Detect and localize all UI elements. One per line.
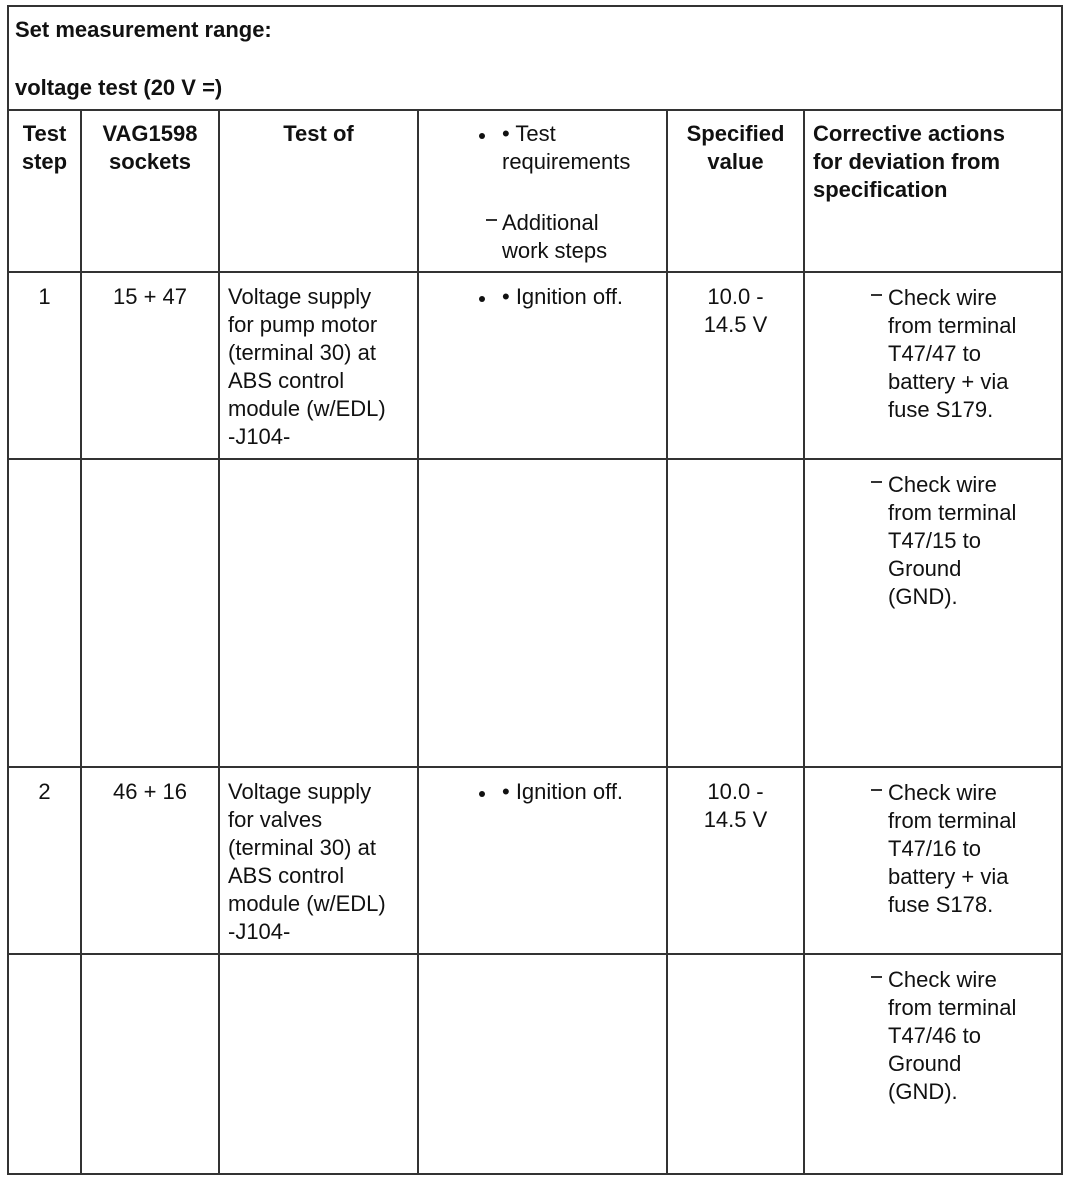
row-1-sockets: 15 + 47 [112, 284, 187, 309]
row-1-action-2: Check wire from terminal T47/15 to Ground (GND). [888, 472, 1017, 609]
row-1-specified-value: 10.0 - 14.5 V [703, 284, 768, 337]
column-divider [417, 109, 419, 1175]
bullet-icon [479, 296, 485, 302]
header-corrective-actions: Corrective actions for deviation from specification [813, 121, 1005, 202]
dash-icon [486, 219, 497, 221]
row-1-action-1: Check wire from terminal T47/47 to battery + via fuse S179. [888, 285, 1017, 422]
row-1-requirement: • Ignition off. [502, 284, 624, 309]
header-requirements: • Test requirements [502, 121, 631, 174]
column-divider [803, 109, 805, 1175]
header-additional-steps: Additional work steps [502, 210, 608, 263]
dash-icon [871, 481, 882, 483]
row-1-step: 1 [38, 284, 51, 309]
bullet-icon [479, 791, 485, 797]
row-2-sockets: 46 + 16 [112, 779, 187, 804]
dash-icon [871, 294, 882, 296]
column-divider [80, 109, 82, 1175]
column-divider [666, 109, 668, 1175]
bullet-icon [479, 133, 485, 139]
row-divider [9, 271, 1061, 273]
column-divider [218, 109, 220, 1175]
row-2-test-of: Voltage supply for valves (terminal 30) at ABS control module (w/EDL) -J104- [228, 779, 386, 944]
header-specified-value: Specified value [686, 121, 785, 174]
row-2-action-1: Check wire from terminal T47/16 to battery + via fuse S178. [888, 780, 1017, 917]
row-divider [9, 458, 1061, 460]
dash-icon [871, 789, 882, 791]
row-2-step: 2 [38, 779, 51, 804]
test-table [7, 5, 1063, 1175]
row-2-action-2: Check wire from terminal T47/46 to Ground (GND). [888, 967, 1017, 1104]
header-line-2: voltage test (20 V =) [15, 75, 223, 100]
row-divider [9, 953, 1061, 955]
header-test-of: Test of [283, 121, 354, 146]
row-1-test-of: Voltage supply for pump motor (terminal 30) at ABS control module (w/EDL) -J104- [228, 284, 386, 449]
measurement-range-header [9, 7, 1061, 111]
header-line-1: Set measurement range: [15, 17, 272, 42]
row-2-requirement: • Ignition off. [502, 779, 624, 804]
header-test-step: Test step [21, 121, 68, 174]
dash-icon [871, 976, 882, 978]
row-2-specified-value: 10.0 - 14.5 V [703, 779, 768, 832]
row-divider [9, 766, 1061, 768]
header-sockets: VAG1598 sockets [102, 121, 198, 174]
